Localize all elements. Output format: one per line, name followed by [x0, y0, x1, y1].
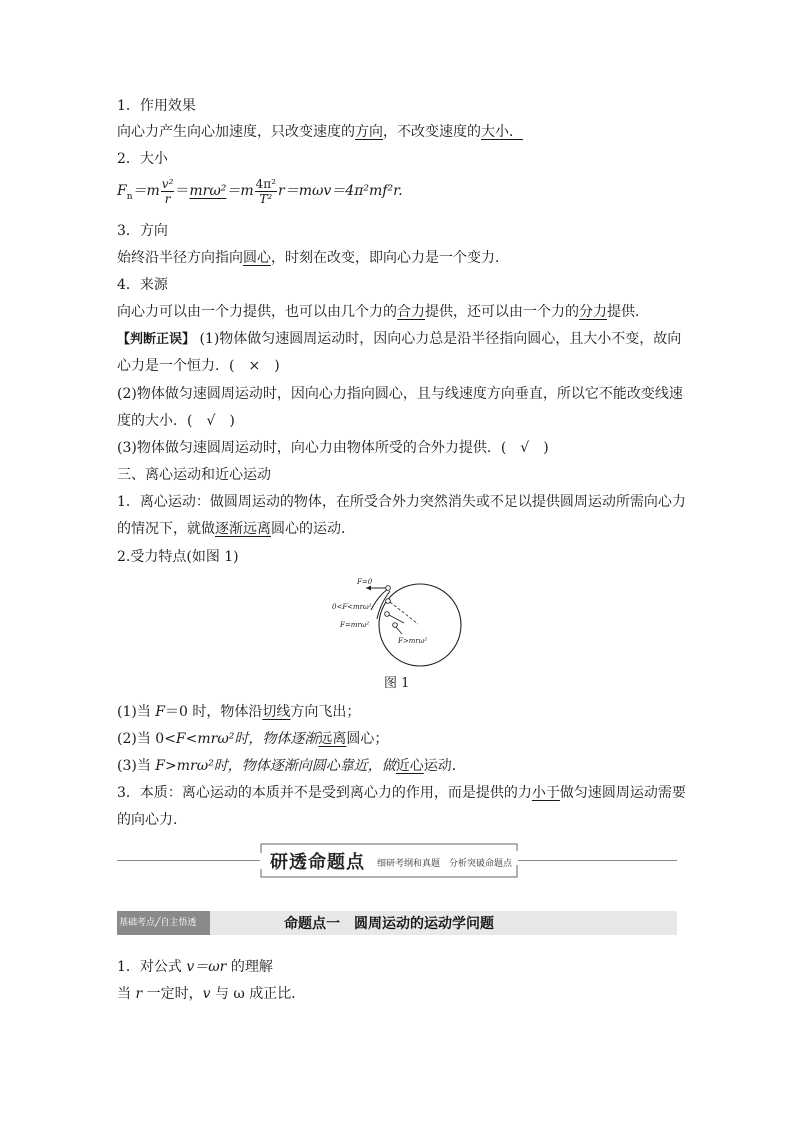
banner-rule-left	[117, 860, 260, 861]
text-span: 当	[117, 986, 136, 1002]
underlined-term: 远离	[318, 731, 347, 747]
case-2	[117, 729, 388, 749]
underlined-term: 逐渐远离	[215, 521, 271, 537]
centrifugal-def-line-1: 1．离心运动：做圆周运动的物体，在所受合外力突然消失或不足以提供圆周运动所需向心力	[117, 494, 686, 510]
force-formula	[117, 176, 403, 212]
proportional-statement	[117, 984, 305, 1004]
case-3	[117, 756, 466, 776]
underlined-term: mrω²	[189, 183, 227, 199]
text-span: (2)当 0<	[117, 731, 176, 747]
text-span: (1)当	[117, 704, 156, 720]
force-arrow	[396, 627, 402, 634]
figure-caption: 图 1	[384, 676, 410, 691]
particle-dot	[385, 612, 390, 617]
orbit-circle	[379, 584, 461, 666]
underlined-term: 小于	[531, 785, 560, 801]
formula-part: ＝m	[226, 183, 254, 199]
section-4-text	[117, 302, 649, 322]
text-span: 一定时，	[142, 986, 203, 1002]
arrow-head	[366, 586, 371, 591]
section-3-text	[117, 248, 509, 268]
formula-part: ＝	[175, 183, 190, 199]
section-3-title: 3．方向	[117, 223, 168, 239]
text-span: 圆心的运动．	[271, 521, 355, 537]
section-4-title: 4．来源	[117, 277, 168, 293]
label-f-zero: F=0	[357, 578, 373, 586]
escape-path-1	[371, 589, 388, 610]
judge-item-3: (3)物体做匀速圆周运动时，向心力由物体所受的合外力提供．( √ )	[117, 440, 549, 456]
centrifugal-figure	[325, 570, 470, 680]
part-3-heading: 三、离心运动和近心运动	[117, 467, 271, 483]
judge-item-1-line-1	[117, 329, 681, 350]
underlined-term: 大小．	[481, 124, 523, 140]
force-arrow	[389, 615, 404, 623]
formula-understanding	[117, 957, 273, 977]
symbol-f: F	[155, 704, 165, 720]
text-span: 做匀速圆周运动需要	[559, 785, 686, 801]
text-span: ＝0 时，物体沿	[165, 704, 263, 720]
judge-item-1-line-2: 心力是一个恒力．( × )	[117, 358, 280, 374]
underlined-term: 近心	[395, 758, 424, 774]
essence-line-1	[117, 783, 686, 803]
fraction-numerator: v²	[161, 176, 174, 191]
label-f-less: 0<F<mrω²	[332, 603, 372, 611]
text-span: ，不改变速度的	[383, 124, 481, 140]
text-span: 向心力可以由一个力提供，也可以由几个力的	[117, 304, 397, 320]
symbol-f: F	[175, 731, 186, 747]
text-span: (1)物体做匀速圆周运动时，因向心力总是沿半径指向圆心，且大小不变，故向	[195, 331, 682, 347]
text-span: ，时刻在改变，即向心力是一个变力．	[271, 250, 509, 266]
underlined-term: 圆心	[243, 250, 271, 266]
text-span: 3．本质：离心运动的本质并不是受到离心力的作用，而是提供的力	[117, 785, 532, 801]
text-span: 提供，还可以由一个力的	[425, 304, 579, 320]
symbol-v: v	[202, 986, 211, 1002]
formula-symbol: F	[117, 183, 127, 199]
formula-part: r＝mωv＝4π²mf²r.	[278, 183, 403, 199]
underlined-term: 切线	[262, 704, 291, 720]
case-1	[117, 702, 360, 722]
essence-line-2: 的向心力.	[117, 812, 178, 828]
underlined-term: 方向	[355, 124, 383, 140]
text-span: (3)当	[117, 758, 156, 774]
fraction-v2-r	[161, 177, 175, 206]
force-features-title: 2.受力特点(如图 1)	[117, 549, 239, 565]
text-span: 向心力产生向心加速度，只改变速度的	[117, 124, 355, 140]
particle-dot	[386, 586, 391, 591]
text-span: 1．对公式	[117, 959, 187, 975]
judge-item-2-line-2: 度的大小．( √ )	[117, 413, 235, 429]
section-2-title: 2．大小	[117, 151, 168, 167]
topic-title: 命题点一 圆周运动的运动学问题	[284, 916, 494, 932]
banner-subtitle: 细研考纲和真题 分析突破命题点	[377, 859, 513, 869]
formula-inline: v＝ωr	[186, 959, 227, 975]
particle-dot	[386, 599, 391, 604]
text-span: 提供．	[607, 304, 649, 320]
fraction-denominator: r	[164, 191, 171, 206]
banner-rule-right	[518, 860, 677, 861]
underlined-term: 分力	[579, 304, 607, 320]
judge-item-2-line-1: (2)物体做匀速圆周运动时，因向心力指向圆心，且与线速度方向垂直，所以它不能改变线速	[117, 386, 683, 402]
fraction-denominator: T²	[259, 191, 273, 206]
banner-title: 研透命题点	[270, 852, 365, 873]
symbol-r: r	[135, 986, 143, 1002]
fraction-numerator: 4π²	[255, 176, 277, 191]
text-span: 运动．	[423, 758, 466, 774]
text-span: 的理解	[226, 959, 273, 975]
underlined-term: 合力	[397, 304, 425, 320]
label-f-equal: F=mrω²	[340, 621, 370, 629]
text-span: 圆心；	[346, 731, 389, 747]
section-1-title: 1．作用效果	[117, 98, 196, 114]
formula-part: ＝m	[132, 183, 160, 199]
fraction-4pi2-t2	[255, 177, 277, 206]
section-1-text	[117, 122, 523, 142]
text-span: <mrω²时，物体逐渐	[185, 731, 319, 747]
judge-tag: 【判断正误】	[117, 332, 196, 347]
particle-dot	[393, 623, 398, 628]
text-span: >mrω²时，物体逐渐向圆心靠近，做	[165, 758, 396, 774]
text-span: 始终沿半径方向指向	[117, 250, 243, 266]
symbol-f: F	[155, 758, 165, 774]
radius-line	[390, 602, 418, 624]
text-span: 方向飞出；	[290, 704, 361, 720]
label-f-greater: F>mrω²	[398, 637, 428, 645]
text-span: 的情况下，就做	[117, 521, 215, 537]
topic-tag: 基础考点╱自主悟透	[117, 911, 210, 935]
text-span: 与 ω 成正比．	[210, 986, 306, 1002]
formula-subscript: n	[126, 191, 133, 202]
centrifugal-def-line-2	[117, 519, 355, 539]
